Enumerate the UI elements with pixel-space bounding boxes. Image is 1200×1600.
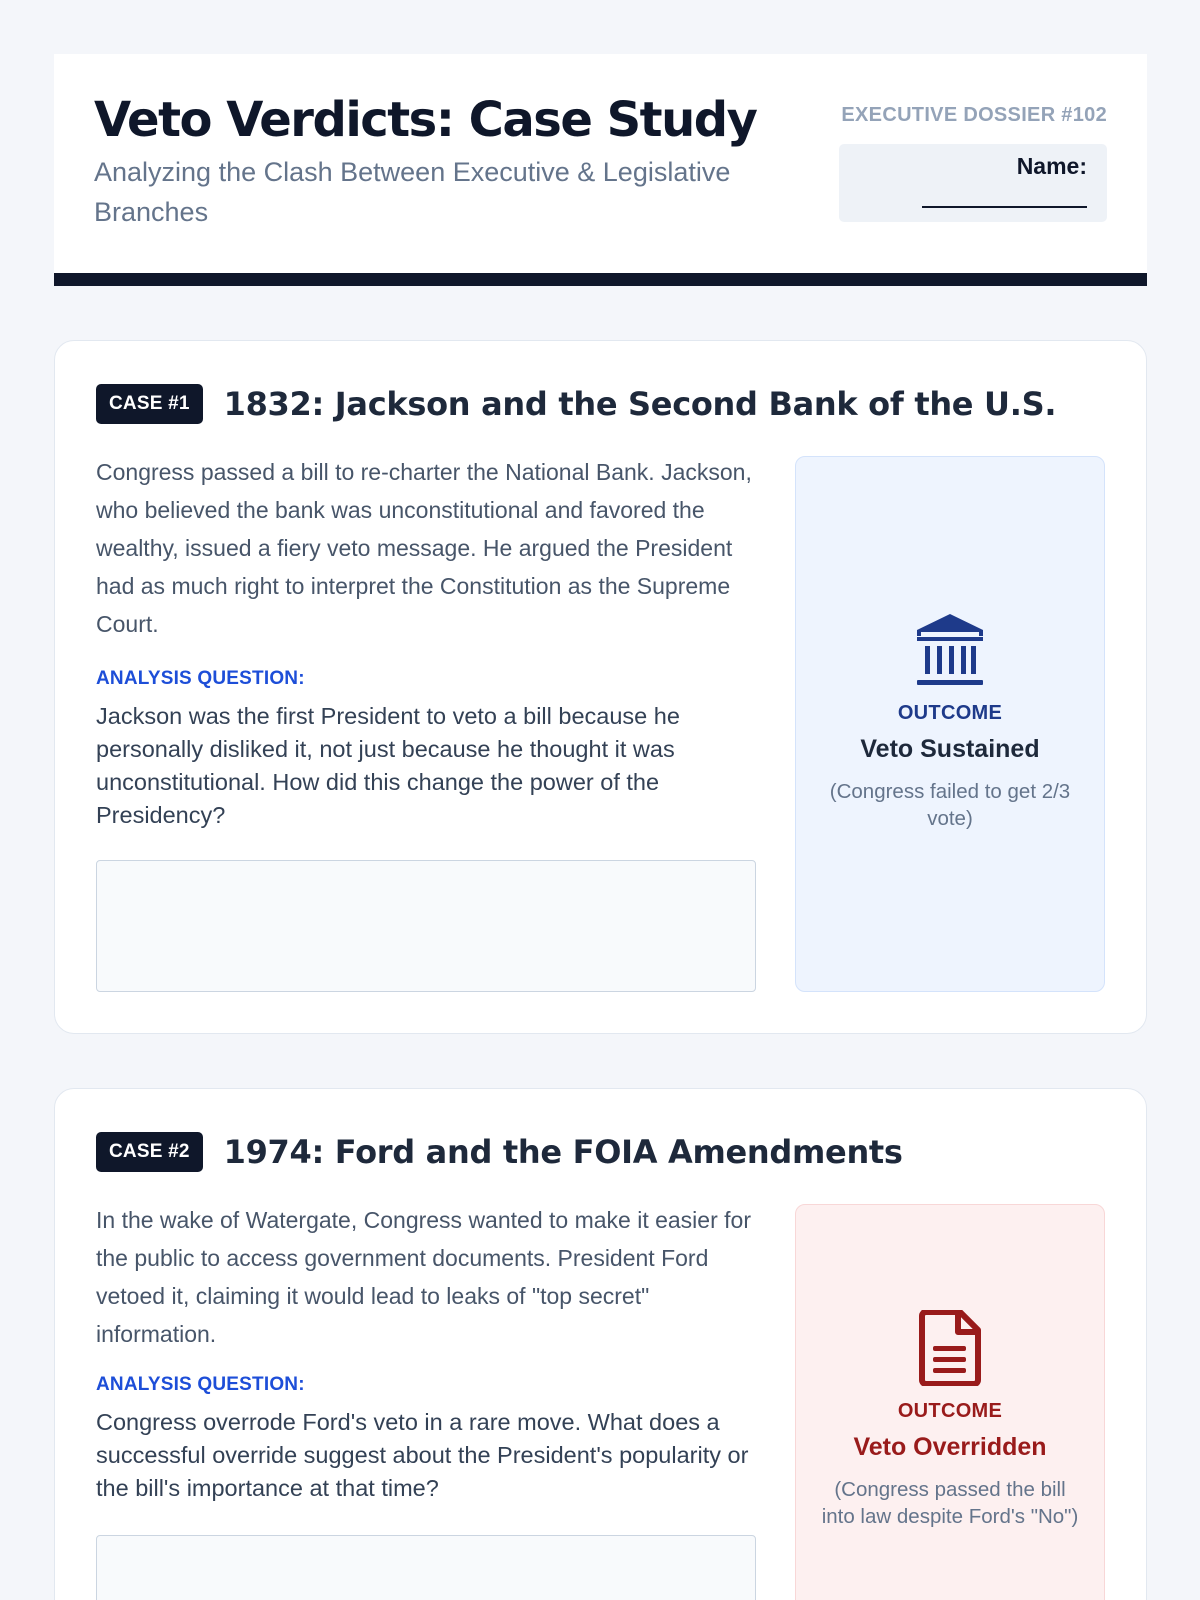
case-description: Congress passed a bill to re-charter the National Bank. Jackson, who believed the bank was unconstitutional and favored the wealthy, issued a fiery veto message. He argued the President had as much right to interpret the Constitution as the Supreme Court. [96, 459, 752, 637]
outcome-result: Veto Overridden [853, 1433, 1047, 1461]
case-title: 1974: Ford and the FOIA Amendments [223, 1133, 903, 1171]
name-label: Name: [1016, 153, 1087, 179]
case-badge: CASE #2 [96, 1132, 203, 1172]
page-subtitle: Analyzing the Clash Between Executive & Legislative Branches [94, 157, 731, 227]
case-description: In the wake of Watergate, Congress wanted to make it easier for the public to access government documents. President Ford vetoed it, claiming it would lead to leaks of "top secret" information. [96, 1207, 751, 1347]
case-badge: CASE #1 [96, 384, 203, 424]
outcome-note: (Congress passed the bill into law despite Ford's "No") [821, 1478, 1079, 1528]
bank-building-icon [796, 612, 1104, 688]
page-title: Veto Verdicts: Case Study [94, 92, 757, 148]
answer-box[interactable] [96, 860, 756, 992]
analysis-question: Congress overrode Ford's veto in a rare move. What does a successful override suggest about the President's popularity or the bill's importance at that time? [96, 1409, 749, 1501]
case-card-1 [54, 340, 1147, 1034]
header [54, 54, 1147, 286]
analysis-label: ANALYSIS QUESTION: [96, 1374, 305, 1395]
analysis-question: Jackson was the first President to veto a bill because he personally disliked it, not just because he thought it was unconstitutional. How did this change the power of the Presidency? [96, 703, 680, 828]
header-divider [54, 273, 1147, 286]
answer-box[interactable] [96, 1535, 756, 1600]
outcome-panel [795, 1204, 1105, 1600]
document-icon [796, 1310, 1104, 1386]
outcome-label: OUTCOME [897, 702, 1003, 724]
outcome-panel [795, 456, 1105, 992]
outcome-note: (Congress failed to get 2/3 vote) [829, 780, 1071, 830]
outcome-result: Veto Sustained [860, 735, 1040, 763]
case-title: 1832: Jackson and the Second Bank of the U.S. [223, 385, 1057, 423]
name-field[interactable] [922, 180, 1087, 208]
case-card-2 [54, 1088, 1147, 1600]
outcome-label: OUTCOME [897, 1400, 1003, 1422]
dossier-number: EXECUTIVE DOSSIER #102 [841, 104, 1107, 126]
name-box [839, 144, 1107, 222]
case-heading [96, 1132, 903, 1172]
case-heading [96, 384, 1056, 424]
analysis-label: ANALYSIS QUESTION: [96, 668, 305, 689]
